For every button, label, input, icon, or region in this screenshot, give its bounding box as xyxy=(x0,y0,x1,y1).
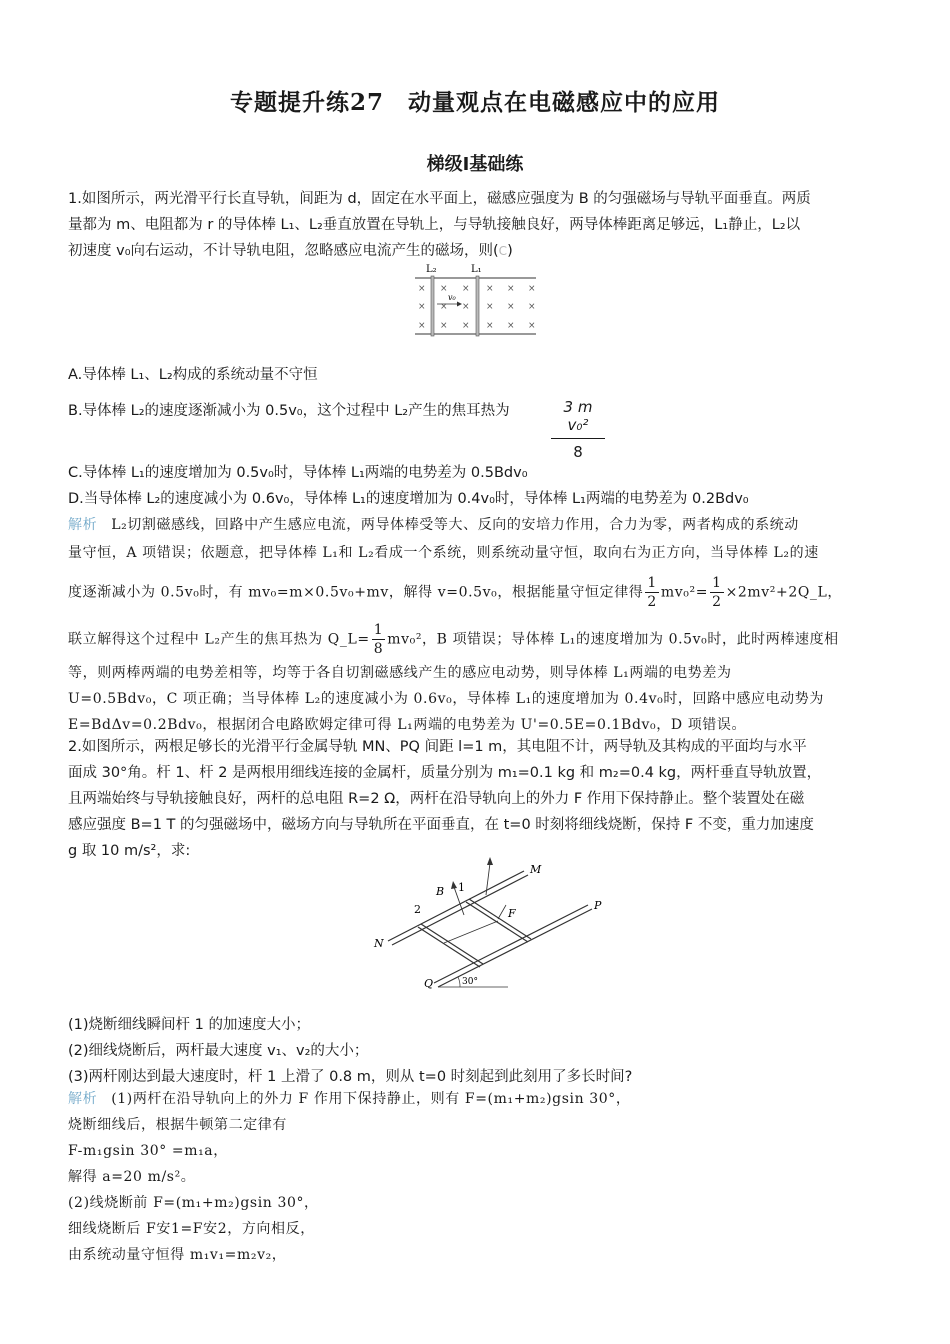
fig2-label-N: N xyxy=(374,937,384,950)
fig2-label-B: B xyxy=(436,885,445,898)
analysis-line: 由系统动量守恒得 m₁v₁=m₂v₂， xyxy=(68,1247,287,1263)
q1-option-c-text: C.导体棒 L₁的速度增加为 0.5v₀时，导体棒 L₁两端的电势差为 0.5Bdv₀ xyxy=(68,465,528,481)
q2-line: 2.如图所示，两根足够长的光滑平行金属导轨 MN、PQ 间距 l=1 m，其电阻不计，两导轨及其构成的平面均与水平 xyxy=(68,739,807,755)
q1-option-b-fraction xyxy=(551,398,605,461)
analysis-text: mv₀²= xyxy=(660,584,709,601)
q1-option-c xyxy=(68,460,884,486)
fraction xyxy=(645,574,659,611)
fig2-label-rod-2: 2 xyxy=(414,903,421,916)
q2-line: g 取 10 m/s²，求: xyxy=(68,843,191,859)
field-cross: × xyxy=(528,284,536,294)
field-cross: × xyxy=(528,321,536,331)
fig2-label-angle: 30° xyxy=(462,977,478,987)
field-cross: × xyxy=(418,302,426,312)
q1-option-b xyxy=(68,398,884,424)
fig2-rod-1-a xyxy=(466,902,528,942)
analysis-label: 解析 xyxy=(68,1091,98,1107)
fraction-numerator: 1 xyxy=(373,622,384,638)
fig2-thread xyxy=(444,921,498,943)
fig2-rod-2-a xyxy=(418,927,480,967)
q1-option-a xyxy=(68,362,884,388)
q2-subquestion-1: (1)烧断细线瞬间杆 1 的加速度大小； xyxy=(68,1017,310,1033)
fig2-label-P: P xyxy=(594,899,602,912)
q2-subquestions xyxy=(68,1012,884,1090)
fig2-label-rod-1: 1 xyxy=(458,881,465,894)
fig2-angle-arc xyxy=(458,977,460,987)
fraction-denominator: 2 xyxy=(712,594,722,610)
fig2-rail-MN-a xyxy=(388,871,524,941)
fig1-label-L1: L₁ xyxy=(471,264,482,275)
analysis-line: E=BdΔv=0.2Bdv₀，根据闭合电路欧姆定律可得 L₁两端的电势差为 U'=0.5E=0.1Bdv₀，D 项错误。 xyxy=(68,717,747,733)
q2-subquestion-3: (3)两杆刚达到最大速度时，杆 1 上滑了 0.8 m，则从 t=0 时刻起到此刻用了多长时间? xyxy=(68,1069,633,1085)
analysis-line: 解得 a=20 m/s²。 xyxy=(68,1169,196,1185)
analysis-2 xyxy=(68,1086,884,1268)
fraction-denominator: 8 xyxy=(373,641,384,657)
analysis-text: 度逐渐减小为 0.5v₀时，有 mv₀=m×0.5v₀+mv，解得 v=0.5v₀，根据能量守恒定律得 xyxy=(68,584,644,601)
field-cross: × xyxy=(486,284,494,294)
field-cross: × xyxy=(507,321,515,331)
analysis-line: U=0.5Bdv₀，C 项正确；当导体棒 L₂的速度减小为 0.6v₀，导体棒 L₁的速度增加为 0.4v₀时，回路中感应电动势为 xyxy=(68,691,824,707)
section-title: 梯级Ⅰ基础练 xyxy=(426,154,524,175)
analysis-line: F-m₁gsin 30° =m₁a， xyxy=(68,1143,228,1159)
q1-line: 1.如图所示，两光滑平行长直导轨，间距为 d，固定在水平面上，磁感应强度为 B 的匀强磁场与导轨平面垂直。两质 xyxy=(68,191,811,207)
analysis-text: (1)两杆在沿导轨向上的外力 F 作用下保持静止，则有 F=(m₁+m₂)gsin 30°， xyxy=(111,1091,631,1107)
analysis-line: 等，则两棒两端的电势差相等，均等于各自切割磁感线产生的感应电动势，则导体棒 L₁两端的电势差为 xyxy=(68,665,732,681)
fraction-numerator: 3 m v₀² xyxy=(551,398,605,439)
q1-figure xyxy=(410,260,545,340)
analysis-line: 细线烧断后 F安1=F安2，方向相反， xyxy=(68,1221,315,1237)
q1-line-end: ) xyxy=(507,243,513,259)
fig2-force-arrow xyxy=(498,905,506,919)
question-2 xyxy=(68,734,884,864)
analysis-line xyxy=(68,512,884,538)
field-cross: × xyxy=(462,302,470,312)
analysis-line: (2)线烧断前 F=(m₁+m₂)gsin 30°， xyxy=(68,1195,319,1211)
field-cross: × xyxy=(462,321,470,331)
fig2-label-M: M xyxy=(530,863,542,876)
q2-line: 且两端始终与导轨接触良好，两杆的总电阻 R=2 Ω，两杆在沿导轨向上的外力 F 作用下保持静止。整个装置处在磁 xyxy=(68,791,805,807)
fig1-label-v0: v₀ xyxy=(448,293,456,302)
analysis-line: 量守恒，A 项错误；依题意，把导体棒 L₁和 L₂看成一个系统，则系统动量守恒，取向右为正方向，当导体棒 L₂的速 xyxy=(68,545,819,561)
fig2-rail-PQ-b xyxy=(438,909,592,987)
q1-line-text: 初速度 v₀向右运动，不计导轨电阻，忽略感应电流产生的磁场，则( xyxy=(68,243,499,259)
fraction xyxy=(710,574,724,611)
fig1-rod-L1 xyxy=(476,276,479,336)
fraction-numerator: 1 xyxy=(647,575,657,591)
q1-option-b-text: B.导体棒 L₂的速度逐渐减小为 0.5v₀，这个过程中 L₂产生的焦耳热为 xyxy=(68,403,510,419)
fig2-label-Q: Q xyxy=(424,977,434,990)
field-cross: × xyxy=(440,321,448,331)
field-cross: × xyxy=(440,284,448,294)
fig2-label-F: F xyxy=(508,907,516,920)
q2-line: 感应强度 B=1 T 的匀强磁场中，磁场方向与导轨所在平面垂直，在 t=0 时刻将细线烧断，保持 F 不变，重力加速度 xyxy=(68,817,814,833)
field-cross: × xyxy=(486,321,494,331)
fig1-label-L2: L₂ xyxy=(426,264,437,275)
analysis-text: mv₀²，B 项错误；导体棒 L₁的速度增加为 0.5v₀时，此时两棒速度相 xyxy=(387,631,839,648)
q1-option-a-text: A.导体棒 L₁、L₂构成的系统动量不守恒 xyxy=(68,367,318,383)
analysis-line: 烧断细线后，根据牛顿第二定律有 xyxy=(68,1117,287,1133)
fraction-numerator: 1 xyxy=(712,575,722,591)
field-cross: × xyxy=(507,284,515,294)
q1-answer-mark: C xyxy=(498,244,508,258)
fig2-normal-arrowhead xyxy=(487,857,493,865)
q2-line: 面成 30°角。杆 1、杆 2 是两根用细线连接的金属杆，质量分别为 m₁=0.1 kg 和 m₂=0.4 kg，两杆垂直导轨放置， xyxy=(68,765,822,781)
page-title: 专题提升练27 动量观点在电磁感应中的应用 xyxy=(229,89,720,116)
field-cross: × xyxy=(462,284,470,294)
field-cross: × xyxy=(418,321,426,331)
q1-option-d-text: D.当导体棒 L₂的速度减小为 0.6v₀，导体棒 L₁的速度增加为 0.4v₀时，导体棒 L₁两端的电势差为 0.2Bdv₀ xyxy=(68,491,749,507)
fraction xyxy=(372,621,386,658)
field-cross: × xyxy=(507,302,515,312)
analysis-text: ×2mv²+2Q_L， xyxy=(725,584,843,601)
field-cross: × xyxy=(528,302,536,312)
fraction-denominator: 8 xyxy=(573,443,583,461)
question-1 xyxy=(68,186,884,264)
field-cross: × xyxy=(440,302,448,312)
analysis-label: 解析 xyxy=(68,517,98,533)
analysis-text: L₂切割磁感线，回路中产生感应电流，两导体棒受等大、反向的安培力作用，合力为零，两者构成的系统动 xyxy=(111,517,799,533)
field-cross: × xyxy=(418,284,426,294)
fig2-rod-2-b xyxy=(421,924,483,964)
q2-figure xyxy=(368,855,608,995)
fig2-rod-1-b xyxy=(469,899,531,939)
analysis-line xyxy=(68,1086,884,1112)
analysis-line xyxy=(68,574,884,611)
fig1-rod-L2 xyxy=(431,276,434,336)
analysis-1 xyxy=(68,512,884,738)
q1-option-d xyxy=(68,486,884,512)
field-cross: × xyxy=(486,302,494,312)
q1-line: 量都为 m、电阻都为 r 的导体棒 L₁、L₂垂直放置在导轨上，与导轨接触良好，两导体棒距离足够远，L₁静止，L₂以 xyxy=(68,217,801,233)
fig2-field-arrowhead xyxy=(451,881,457,889)
fraction-denominator: 2 xyxy=(647,594,657,610)
analysis-line xyxy=(68,621,884,658)
q2-subquestion-2: (2)细线烧断后，两杆最大速度 v₁、v₂的大小； xyxy=(68,1043,369,1059)
analysis-text: 联立解得这个过程中 L₂产生的焦耳热为 Q_L= xyxy=(68,631,370,648)
